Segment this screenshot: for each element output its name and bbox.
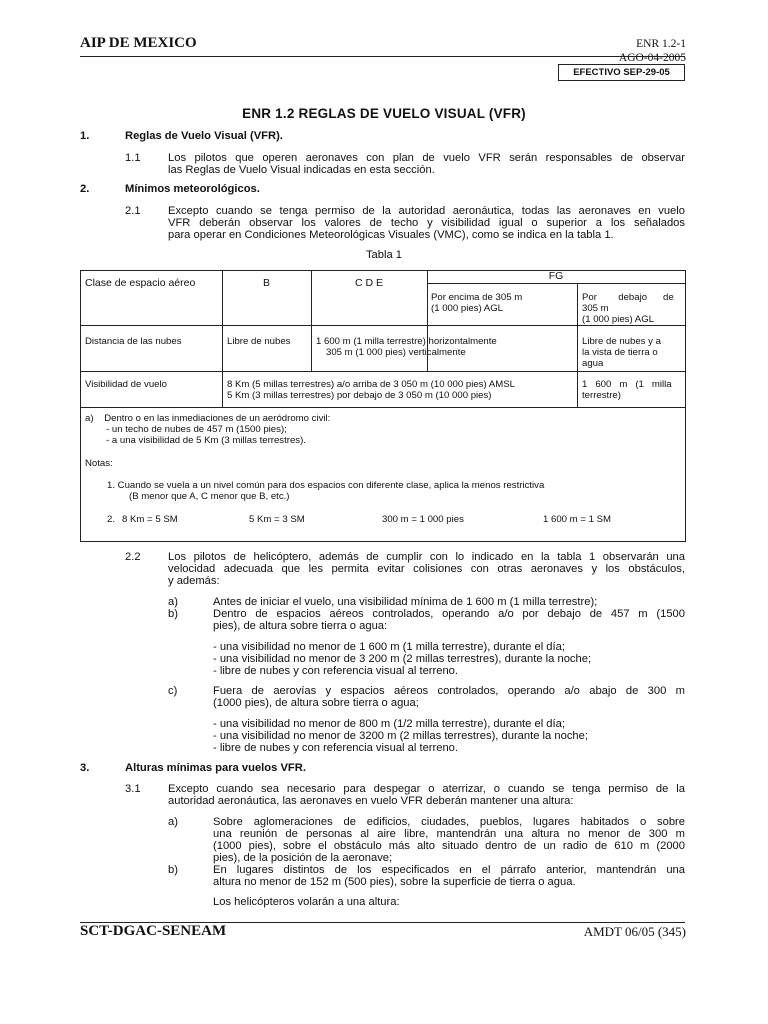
table-notes-label: Notas: [85,458,113,469]
para-3-1-number: 3.1 [125,783,141,795]
table-row-distancia-b: Libre de nubes [227,336,291,347]
section-2-number: 2. [80,183,90,195]
document-title: ENR 1.2 REGLAS DE VUELO VISUAL (VFR) [242,106,526,121]
table-caption: Tabla 1 [365,249,403,261]
table-fg-below: Por debajo de 305 m (1 000 pies) AGL [582,292,674,325]
table-note-2-a: 8 Km = 5 SM [122,514,178,525]
table-header-b: B [262,277,270,289]
para-2-2-a: Antes de iniciar el vuelo, una visibilidad mínima de 1 600 m (1 milla terrestre); [213,596,598,608]
para-2-1: Excepto cuando se tenga permiso de la autoridad aeronáutica, todas las aeronaves en vuelo VFR deberán observar los valores de techo y visibilidad igual o superior a los señalados para operar en Condiciones Meteorológicas Visuales (VMC), como se indica en la tabla 1. [168,205,685,241]
effective-date-box: EFECTIVO SEP-29-05 [558,64,685,81]
table-note-2-b: 5 Km = 3 SM [249,514,305,525]
section-2-heading: Mínimos meteorológicos. [125,183,260,195]
para-3-1-b-label: b) [168,864,178,876]
para-3-1-a: Sobre aglomeraciones de edificios, ciudades, pueblos, lugares habitados o sobre una reunión de personas al aire libre, mantendrán una altura no menor de 300 m (1000 pies), sobre el obstáculo más alto situado dentro de un radio de 610 m (2000 pies), de la posición de la aeronave; [213,816,685,864]
table-row-distancia-label: Distancia de las nubes [85,336,182,347]
para-2-1-number: 2.1 [125,205,141,217]
table-header-fg: FG [548,270,564,282]
page-ref: ENR 1.2-1 [636,38,686,50]
table-row-divider [80,371,685,372]
header-rule [80,56,685,57]
section-3-number: 3. [80,762,90,774]
table-note-2-c: 300 m = 1 000 pies [382,514,464,525]
para-1-1-number: 1.1 [125,152,141,164]
table-col-divider [222,270,223,407]
para-2-2-b-list: - una visibilidad no menor de 1 600 m (1 milla terrestre), durante el día; - una visibilidad no menor de 3 200 m (2 millas terrestres), durante la noche; - libre de nubes y con referencia visual al terreno. [213,641,592,677]
table-row-visibilidad-fg: 1 600 m (1 milla terrestre) [582,379,672,401]
para-2-2-b: Dentro de espacios aéreos controlados, operando a/o por debajo de 457 m (1500 pies), de altura sobre tierra o agua: [213,608,685,632]
para-3-1: Excepto cuando sea necesario para despegar o aterrizar, o cuando se tenga permiso de la autoridad aeronáutica, las aeronaves en vuelo VFR deberán mantener una altura: [168,783,685,807]
para-2-2-b-label: b) [168,608,178,620]
para-3-1-b: En lugares distintos de los especificados en el párrafo anterior, mantendrán una altura no menor de 152 m (500 pies), sobre la superficie de tierra o agua. [213,864,685,888]
header-title: AIP DE MEXICO [80,35,197,51]
table-row-divider [80,407,685,408]
section-3-heading: Alturas mínimas para vuelos VFR. [125,762,306,774]
table-note-a: a) Dentro o en las inmediaciones de un aeródromo civil: - un techo de nubes de 457 m (1500 pies); - a una visibilidad de 5 Km (3 millas terrestres). [85,413,331,446]
para-2-2-c: Fuera de aerovías y espacios aéreos controlados, operando a/o abajo de 300 m (1000 pies), de altura sobre tierra o agua; [213,685,685,709]
para-2-2-number: 2.2 [125,551,141,563]
page-date: AGO-04-2005 [618,52,686,64]
table-note-1: 1. Cuando se vuela a un nivel común para dos espacios con diferente clase, aplica la menos restrictiva (B menor que A, C menor que B, etc.) [107,480,545,502]
section-1-heading: Reglas de Vuelo Visual (VFR). [125,130,283,142]
para-2-2-c-label: c) [168,685,178,697]
para-3-1-a-label: a) [168,816,178,828]
table-fg-divider [427,283,685,284]
para-2-2: Los pilotos de helicóptero, además de cumplir con lo indicado en la tabla 1 observarán una velocidad adecuada que les permita evitar colisiones con otras aeronaves y los obstáculos, y además: [168,551,685,587]
table-row-visibilidad-values: 8 Km (5 millas terrestres) a/o arriba de 3 050 m (10 000 pies) AMSL 5 Km (3 millas terrestres) por debajo de 3 050 m (10 000 pies) [227,379,515,401]
table-col-divider [577,283,578,407]
table-note-2-number: 2. [107,514,116,525]
table-row-distancia-fg: Libre de nubes y a la vista de tierra o agua [582,336,661,369]
para-2-2-a-label: a) [168,596,178,608]
header-page-ref [619,37,686,65]
para-1-1: Los pilotos que operen aeronaves con plan de vuelo VFR serán responsables de observar las Reglas de Vuelo Visual indicadas en esta sección. [168,152,685,176]
footer-right: AMDT 06/05 (345) [583,924,686,939]
table-fg-above: Por encima de 305 m (1 000 pies) AGL [431,292,523,314]
footer-left: SCT-DGAC-SENEAM [80,923,227,939]
section-1-number: 1. [80,130,90,142]
table-note-2-d: 1 600 m = 1 SM [543,514,611,525]
table-header-clase: Clase de espacio aéreo [85,277,196,289]
table-row-distancia-cde: 1 600 m (1 milla terrestre) horizontalmente 305 m (1 000 pies) verticalmente [316,336,497,358]
table-row-visibilidad-label: Visibilidad de vuelo [85,379,167,390]
para-2-2-c-list: - una visibilidad no menor de 800 m (1/2 milla terrestre), durante el día; - una visibilidad no menor de 3200 m (2 millas terrestres), durante la noche; - libre de nubes y con referencia visual al terreno. [213,718,588,754]
para-3-1-helicopters: Los helicópteros volarán a una altura: [213,896,400,908]
table-row-divider [80,325,685,326]
table-header-cde: C D E [354,277,383,289]
